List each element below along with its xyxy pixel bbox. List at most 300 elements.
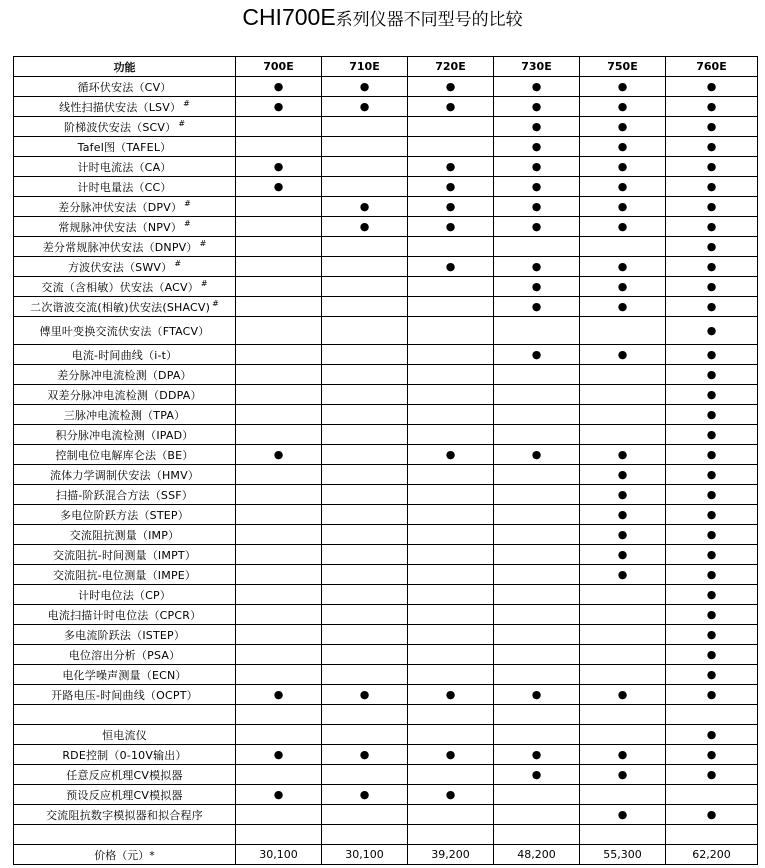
- support-cell: [666, 297, 758, 317]
- support-cell: [408, 257, 494, 277]
- support-cell: [236, 237, 322, 257]
- support-cell: [580, 385, 666, 405]
- support-cell: [236, 77, 322, 97]
- support-cell: [408, 157, 494, 177]
- supported-dot-icon: ●: [706, 408, 717, 421]
- support-cell: [236, 385, 322, 405]
- supported-dot-icon: ●: [531, 120, 542, 133]
- page-title: [0, 4, 765, 31]
- support-cell: [236, 425, 322, 445]
- supported-dot-icon: ●: [706, 668, 717, 681]
- support-cell: [666, 197, 758, 217]
- function-cell: [14, 117, 236, 137]
- support-cell: [322, 97, 408, 117]
- support-cell: [322, 705, 408, 725]
- price-label: 价格（元）*: [14, 845, 236, 865]
- support-cell: [580, 237, 666, 257]
- supported-dot-icon: ●: [359, 80, 370, 93]
- support-cell: [494, 785, 580, 805]
- table-row: [14, 317, 758, 345]
- function-name: 二次谐波交流(相敏)伏安法(SHACV): [30, 300, 211, 314]
- supported-dot-icon: ●: [531, 200, 542, 213]
- supported-dot-icon: ●: [617, 488, 628, 501]
- support-cell: [236, 485, 322, 505]
- supported-dot-icon: ●: [359, 788, 370, 801]
- support-cell: [236, 545, 322, 565]
- supported-dot-icon: ●: [531, 180, 542, 193]
- function-cell: [14, 445, 236, 465]
- support-cell: [236, 405, 322, 425]
- function-name: 扫描-阶跃混合方法（SSF）: [55, 488, 194, 502]
- support-cell: [666, 237, 758, 257]
- support-cell: [236, 257, 322, 277]
- support-cell: [322, 525, 408, 545]
- supported-dot-icon: ●: [617, 200, 628, 213]
- support-cell: [322, 765, 408, 785]
- support-cell: [322, 237, 408, 257]
- table-row: [14, 785, 758, 805]
- table-row: [14, 565, 758, 585]
- support-cell: [494, 825, 580, 845]
- function-name: 差分脉冲电流检测（DPA）: [57, 368, 192, 382]
- support-cell: [666, 177, 758, 197]
- supported-dot-icon: ●: [445, 748, 456, 761]
- price-value: 39,200: [408, 845, 494, 865]
- support-cell: [408, 425, 494, 445]
- support-cell: [666, 625, 758, 645]
- function-cell: [14, 665, 236, 685]
- support-cell: [322, 277, 408, 297]
- support-cell: [580, 805, 666, 825]
- table-row: [14, 645, 758, 665]
- function-cell: [14, 97, 236, 117]
- support-cell: [580, 585, 666, 605]
- supported-dot-icon: ●: [706, 488, 717, 501]
- function-name: 预设反应机理CV模拟器: [66, 788, 183, 802]
- support-cell: [236, 725, 322, 745]
- support-cell: [580, 317, 666, 345]
- supported-dot-icon: ●: [273, 180, 284, 193]
- support-cell: [494, 445, 580, 465]
- support-cell: [408, 445, 494, 465]
- support-cell: [236, 605, 322, 625]
- function-cell: [14, 685, 236, 705]
- support-cell: [408, 725, 494, 745]
- supported-dot-icon: ●: [706, 648, 717, 661]
- support-cell: [580, 785, 666, 805]
- table-row: [14, 277, 758, 297]
- header-model: 710E: [322, 57, 408, 77]
- support-cell: [666, 157, 758, 177]
- support-cell: [408, 385, 494, 405]
- support-cell: [580, 97, 666, 117]
- support-cell: [494, 745, 580, 765]
- function-cell: [14, 785, 236, 805]
- price-value: 55,300: [580, 845, 666, 865]
- support-cell: [666, 277, 758, 297]
- function-name: 电位溶出分析（PSA）: [68, 648, 181, 662]
- table-row: [14, 665, 758, 685]
- support-cell: [322, 805, 408, 825]
- support-cell: [322, 745, 408, 765]
- support-cell: [666, 117, 758, 137]
- support-cell: [236, 625, 322, 645]
- support-cell: [666, 405, 758, 425]
- supported-dot-icon: ●: [273, 100, 284, 113]
- support-cell: [666, 345, 758, 365]
- function-cell: [14, 585, 236, 605]
- table-row: [14, 485, 758, 505]
- supported-dot-icon: ●: [531, 448, 542, 461]
- support-cell: [666, 317, 758, 345]
- support-cell: [236, 277, 322, 297]
- supported-dot-icon: ●: [706, 368, 717, 381]
- function-name: 电流-时间曲线（i-t）: [71, 348, 178, 362]
- support-cell: [666, 97, 758, 117]
- supported-dot-icon: ●: [445, 160, 456, 173]
- support-cell: [408, 585, 494, 605]
- function-name: 多电位阶跃方法（STEP）: [60, 508, 189, 522]
- support-cell: [408, 77, 494, 97]
- support-cell: [494, 645, 580, 665]
- support-cell: [408, 825, 494, 845]
- table-row: [14, 745, 758, 765]
- support-cell: [236, 445, 322, 465]
- support-cell: [322, 217, 408, 237]
- function-name: 开路电压-时间曲线（OCPT）: [51, 688, 198, 702]
- support-cell: [236, 785, 322, 805]
- support-cell: [580, 77, 666, 97]
- support-cell: [322, 565, 408, 585]
- support-cell: [494, 257, 580, 277]
- support-cell: [666, 645, 758, 665]
- supported-dot-icon: ●: [706, 180, 717, 193]
- function-cell: [14, 645, 236, 665]
- support-cell: [580, 117, 666, 137]
- support-cell: [580, 137, 666, 157]
- support-cell: [322, 725, 408, 745]
- table-row: [14, 77, 758, 97]
- support-cell: [322, 317, 408, 345]
- support-cell: [236, 505, 322, 525]
- support-cell: [494, 197, 580, 217]
- supported-dot-icon: ●: [706, 748, 717, 761]
- supported-dot-icon: ●: [617, 768, 628, 781]
- function-name: 三脉冲电流检测（TPA）: [63, 408, 186, 422]
- support-cell: [408, 297, 494, 317]
- supported-dot-icon: ●: [706, 768, 717, 781]
- support-cell: [580, 217, 666, 237]
- supported-dot-icon: ●: [445, 80, 456, 93]
- supported-dot-icon: ●: [706, 728, 717, 741]
- support-cell: [236, 157, 322, 177]
- supported-dot-icon: ●: [273, 748, 284, 761]
- supported-dot-icon: ●: [445, 260, 456, 273]
- table-row: [14, 805, 758, 825]
- support-cell: [408, 197, 494, 217]
- table-row: [14, 725, 758, 745]
- support-cell: [408, 665, 494, 685]
- support-cell: [666, 745, 758, 765]
- support-cell: [666, 385, 758, 405]
- support-cell: [408, 625, 494, 645]
- support-cell: [666, 585, 758, 605]
- function-name: 交流阻抗-电位测量（IMPE）: [52, 568, 197, 582]
- support-cell: [236, 117, 322, 137]
- supported-dot-icon: ●: [445, 200, 456, 213]
- support-cell: [322, 365, 408, 385]
- support-cell: [580, 345, 666, 365]
- support-cell: [494, 297, 580, 317]
- footnote-mark: #: [178, 118, 186, 128]
- table-row: [14, 97, 758, 117]
- function-name: 计时电量法（CC）: [77, 180, 172, 194]
- supported-dot-icon: ●: [273, 160, 284, 173]
- support-cell: [236, 745, 322, 765]
- function-name: 方波伏安法（SWV）: [67, 260, 173, 274]
- support-cell: [322, 117, 408, 137]
- support-cell: [322, 197, 408, 217]
- function-name: 电化学噪声测量（ECN）: [62, 668, 187, 682]
- support-cell: [408, 565, 494, 585]
- support-cell: [494, 425, 580, 445]
- supported-dot-icon: ●: [706, 608, 717, 621]
- function-cell: [14, 197, 236, 217]
- support-cell: [236, 565, 322, 585]
- supported-dot-icon: ●: [273, 80, 284, 93]
- table-row: [14, 585, 758, 605]
- support-cell: [666, 605, 758, 625]
- support-cell: [494, 177, 580, 197]
- support-cell: [666, 465, 758, 485]
- support-cell: [322, 345, 408, 365]
- function-name: 积分脉冲电流检测（IPAD）: [55, 428, 194, 442]
- function-cell: [14, 765, 236, 785]
- table-row: [14, 825, 758, 845]
- footnote-mark: #: [184, 198, 191, 208]
- support-cell: [322, 425, 408, 445]
- table-row: [14, 345, 758, 365]
- supported-dot-icon: ●: [617, 468, 628, 481]
- support-cell: [494, 565, 580, 585]
- support-cell: [666, 805, 758, 825]
- support-cell: [666, 77, 758, 97]
- support-cell: [236, 805, 322, 825]
- table-row: [14, 385, 758, 405]
- support-cell: [236, 97, 322, 117]
- supported-dot-icon: ●: [706, 220, 717, 233]
- function-name: 多电流阶跃法（ISTEP）: [63, 628, 186, 642]
- function-name: 流体力学调制伏安法（HMV）: [49, 468, 200, 482]
- supported-dot-icon: ●: [531, 220, 542, 233]
- function-cell: [14, 605, 236, 625]
- support-cell: [666, 565, 758, 585]
- support-cell: [494, 405, 580, 425]
- support-cell: [580, 465, 666, 485]
- support-cell: [494, 585, 580, 605]
- function-cell: [14, 485, 236, 505]
- support-cell: [408, 345, 494, 365]
- header-model: 760E: [666, 57, 758, 77]
- support-cell: [408, 317, 494, 345]
- support-cell: [408, 645, 494, 665]
- table-row: [14, 505, 758, 525]
- support-cell: [494, 317, 580, 345]
- function-cell: [14, 805, 236, 825]
- supported-dot-icon: ●: [706, 348, 717, 361]
- support-cell: [322, 685, 408, 705]
- support-cell: [580, 365, 666, 385]
- support-cell: [580, 685, 666, 705]
- support-cell: [494, 77, 580, 97]
- support-cell: [408, 705, 494, 725]
- function-cell: [14, 425, 236, 445]
- function-name: 阶梯波伏安法（SCV）: [63, 120, 177, 134]
- footnote-mark: #: [174, 258, 182, 268]
- support-cell: [408, 137, 494, 157]
- support-cell: [580, 665, 666, 685]
- support-cell: [322, 605, 408, 625]
- table-row: [14, 137, 758, 157]
- support-cell: [494, 237, 580, 257]
- support-cell: [494, 385, 580, 405]
- support-cell: [666, 785, 758, 805]
- support-cell: [408, 465, 494, 485]
- supported-dot-icon: ●: [706, 448, 717, 461]
- function-cell: [14, 317, 236, 345]
- function-name: 循环伏安法（CV）: [77, 80, 172, 94]
- function-name: Tafel图（TAFEL）: [77, 140, 172, 154]
- supported-dot-icon: ●: [531, 300, 542, 313]
- supported-dot-icon: ●: [531, 348, 542, 361]
- supported-dot-icon: ●: [706, 388, 717, 401]
- support-cell: [322, 665, 408, 685]
- comparison-table: [13, 56, 758, 865]
- support-cell: [494, 277, 580, 297]
- supported-dot-icon: ●: [706, 140, 717, 153]
- table-row: [14, 257, 758, 277]
- support-cell: [494, 505, 580, 525]
- support-cell: [408, 405, 494, 425]
- supported-dot-icon: ●: [617, 180, 628, 193]
- support-cell: [666, 705, 758, 725]
- support-cell: [580, 525, 666, 545]
- table-row: [14, 157, 758, 177]
- supported-dot-icon: ●: [706, 548, 717, 561]
- supported-dot-icon: ●: [273, 788, 284, 801]
- support-cell: [580, 825, 666, 845]
- support-cell: [494, 665, 580, 685]
- function-cell: [14, 545, 236, 565]
- support-cell: [666, 545, 758, 565]
- supported-dot-icon: ●: [359, 688, 370, 701]
- supported-dot-icon: ●: [706, 508, 717, 521]
- supported-dot-icon: ●: [531, 260, 542, 273]
- supported-dot-icon: ●: [706, 588, 717, 601]
- support-cell: [408, 177, 494, 197]
- header-model: 730E: [494, 57, 580, 77]
- support-cell: [408, 785, 494, 805]
- support-cell: [322, 465, 408, 485]
- table-row: [14, 297, 758, 317]
- supported-dot-icon: ●: [617, 100, 628, 113]
- support-cell: [580, 705, 666, 725]
- supported-dot-icon: ●: [531, 100, 542, 113]
- support-cell: [666, 505, 758, 525]
- table-row: [14, 685, 758, 705]
- support-cell: [580, 157, 666, 177]
- supported-dot-icon: ●: [617, 348, 628, 361]
- supported-dot-icon: ●: [617, 688, 628, 701]
- supported-dot-icon: ●: [617, 300, 628, 313]
- support-cell: [580, 625, 666, 645]
- support-cell: [666, 825, 758, 845]
- support-cell: [408, 765, 494, 785]
- support-cell: [580, 485, 666, 505]
- support-cell: [666, 525, 758, 545]
- support-cell: [580, 177, 666, 197]
- function-name: 控制电位电解库仑法（BE）: [55, 448, 194, 462]
- function-name: 常规脉冲伏安法（NPV）: [58, 220, 183, 234]
- support-cell: [322, 137, 408, 157]
- support-cell: [494, 605, 580, 625]
- support-cell: [322, 157, 408, 177]
- function-cell: [14, 405, 236, 425]
- supported-dot-icon: ●: [617, 448, 628, 461]
- supported-dot-icon: ●: [531, 748, 542, 761]
- function-cell: [14, 385, 236, 405]
- support-cell: [408, 505, 494, 525]
- header-model: 720E: [408, 57, 494, 77]
- function-cell: [14, 77, 236, 97]
- function-name: 交流阻抗-时间测量（IMPT）: [52, 548, 197, 562]
- support-cell: [666, 685, 758, 705]
- supported-dot-icon: ●: [531, 160, 542, 173]
- support-cell: [236, 825, 322, 845]
- function-cell: [14, 137, 236, 157]
- support-cell: [408, 745, 494, 765]
- support-cell: [494, 805, 580, 825]
- support-cell: [408, 525, 494, 545]
- supported-dot-icon: ●: [617, 748, 628, 761]
- table-row: [14, 425, 758, 445]
- support-cell: [666, 365, 758, 385]
- support-cell: [322, 585, 408, 605]
- table-row: [14, 465, 758, 485]
- support-cell: [580, 565, 666, 585]
- support-cell: [236, 665, 322, 685]
- header-model: 750E: [580, 57, 666, 77]
- function-name: RDE控制（0-10V输出）: [62, 748, 187, 762]
- supported-dot-icon: ●: [706, 80, 717, 93]
- support-cell: [236, 177, 322, 197]
- support-cell: [494, 625, 580, 645]
- support-cell: [236, 465, 322, 485]
- support-cell: [666, 425, 758, 445]
- supported-dot-icon: ●: [706, 240, 717, 253]
- supported-dot-icon: ●: [273, 688, 284, 701]
- supported-dot-icon: ●: [617, 280, 628, 293]
- support-cell: [322, 645, 408, 665]
- table-row: [14, 365, 758, 385]
- function-cell: [14, 297, 236, 317]
- supported-dot-icon: ●: [445, 180, 456, 193]
- supported-dot-icon: ●: [359, 220, 370, 233]
- supported-dot-icon: ●: [706, 628, 717, 641]
- support-cell: [322, 485, 408, 505]
- header-model: 700E: [236, 57, 322, 77]
- support-cell: [408, 277, 494, 297]
